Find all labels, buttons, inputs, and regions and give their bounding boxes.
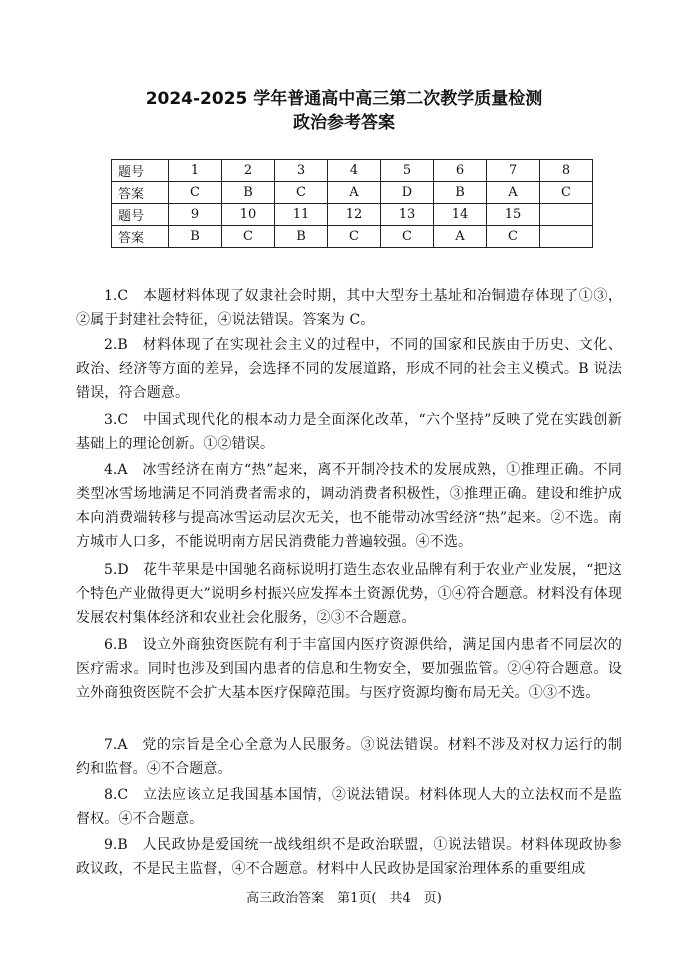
question-number: 3.C — [104, 412, 129, 428]
table-cell: B — [275, 226, 328, 248]
explanation-text: 花牛苹果是中国驰名商标说明打造生态农业品牌有利于农业产业发展，“把这个特色产业做得更大”说明乡村振兴应发挥本土资源优势，①④符合题意。材料没有体现发展农村集体经济和农业社会化服务，②③不合题意。 — [76, 562, 622, 626]
explanation-text: 党的宗旨是全心全意为人民服务。③说法错误。材料不涉及对权力运行的制约和监督。④不合题意。 — [76, 737, 623, 777]
row-label: 答案 — [112, 182, 169, 204]
table-cell: 1 — [169, 160, 222, 182]
table-cell: 12 — [328, 204, 381, 226]
explanation-paragraph — [76, 633, 622, 705]
table-cell: 15 — [487, 204, 540, 226]
table-cell: C — [275, 182, 328, 204]
table-cell: 14 — [434, 204, 487, 226]
explanation-paragraph — [76, 284, 622, 332]
table-cell — [540, 204, 593, 226]
explanation-paragraph — [76, 733, 622, 781]
page-subtitle: 政治参考答案 — [293, 113, 395, 133]
table-cell: 5 — [381, 160, 434, 182]
table-cell: D — [381, 182, 434, 204]
question-number: 8.C — [104, 787, 129, 803]
page-footer: 高三政治答案 第1页( 共4 页) — [246, 891, 442, 906]
table-cell: C — [328, 226, 381, 248]
question-number: 2.B — [104, 337, 128, 353]
question-number: 7.A — [104, 737, 128, 753]
table-cell: 7 — [487, 160, 540, 182]
table-cell: B — [222, 182, 275, 204]
explanation-text: 冰雪经济在南方“热”起来，离不开制冷技术的发展成熟，①推理正确。不同类型冰雪场地满足不同消费者需求的，调动消费者积极性，③推理正确。建设和维护成本向消费端转移与提高冰雪运动层次无关，也不能带动冰雪经济“热”起来。②不选。南方城市人口多，不能说明南方居民消费能力普遍较强。④不选。 — [76, 462, 622, 550]
table-cell: 6 — [434, 160, 487, 182]
question-number: 4.A — [104, 462, 128, 478]
table-row — [112, 182, 593, 204]
row-label: 题号 — [112, 160, 169, 182]
answer-table — [111, 159, 593, 248]
explanation-text: 立法应该立足我国基本国情，②说法错误。材料体现人大的立法权而不是监督权。④不合题意。 — [76, 787, 622, 827]
explanation-paragraph — [76, 558, 622, 630]
explanation-paragraph — [76, 333, 622, 405]
explanation-text: 设立外商独资医院有利于丰富国内医疗资源供给，满足国内患者不同层次的医疗需求。同时也涉及到国内患者的信息和生物安全，要加强监管。②④符合题意。设立外商独资医院不会扩大基本医疗保障范围。与医疗资源均衡布局无关。①③不选。 — [76, 637, 622, 701]
table-cell: 2 — [222, 160, 275, 182]
question-number: 5.D — [104, 562, 129, 578]
table-row — [112, 160, 593, 182]
table-cell: B — [169, 226, 222, 248]
table-cell: A — [487, 182, 540, 204]
table-cell: 11 — [275, 204, 328, 226]
explanation-paragraph — [76, 458, 622, 554]
page-title: 2024-2025 学年普通高中高三第二次教学质量检测 — [145, 89, 543, 109]
question-number: 1.C — [104, 288, 129, 304]
table-cell: C — [169, 182, 222, 204]
question-number: 9.B — [104, 837, 128, 853]
table-cell: 10 — [222, 204, 275, 226]
table-row — [112, 204, 593, 226]
explanation-text: 本题材料体现了奴隶社会时期，其中大型夯土基址和冶铜遗存体现了①③，②属于封建社会特征，④说法错误。答案为 C。 — [76, 288, 622, 328]
table-cell: 8 — [540, 160, 593, 182]
row-label: 题号 — [112, 204, 169, 226]
table-cell: B — [434, 182, 487, 204]
explanation-text: 材料体现了在实现社会主义的过程中，不同的国家和民族由于历史、文化、政治、经济等方面的差异，会选择不同的发展道路，形成不同的社会主义模式。B 说法错误，符合题意。 — [76, 337, 622, 401]
table-cell: C — [222, 226, 275, 248]
table-cell: 3 — [275, 160, 328, 182]
explanation-paragraph — [76, 783, 622, 831]
row-label: 答案 — [112, 226, 169, 248]
explanation-text: 中国式现代化的根本动力是全面深化改革，“六个坚持”反映了党在实践创新基础上的理论创新。①②错误。 — [76, 412, 622, 452]
table-row — [112, 226, 593, 248]
explanation-paragraph — [76, 833, 622, 881]
table-cell: A — [434, 226, 487, 248]
table-cell: 13 — [381, 204, 434, 226]
table-cell: C — [487, 226, 540, 248]
explanation-paragraph — [76, 408, 622, 456]
explanation-text: 人民政协是爱国统一战线组织不是政治联盟，①说法错误。材料体现政协参政议政，不是民主监督，④不合题意。材料中人民政协是国家治理体系的重要组成 — [76, 837, 622, 877]
table-cell: 4 — [328, 160, 381, 182]
question-number: 6.B — [104, 637, 128, 653]
table-cell — [540, 226, 593, 248]
table-cell: A — [328, 182, 381, 204]
table-cell: C — [381, 226, 434, 248]
table-cell: 9 — [169, 204, 222, 226]
table-cell: C — [540, 182, 593, 204]
